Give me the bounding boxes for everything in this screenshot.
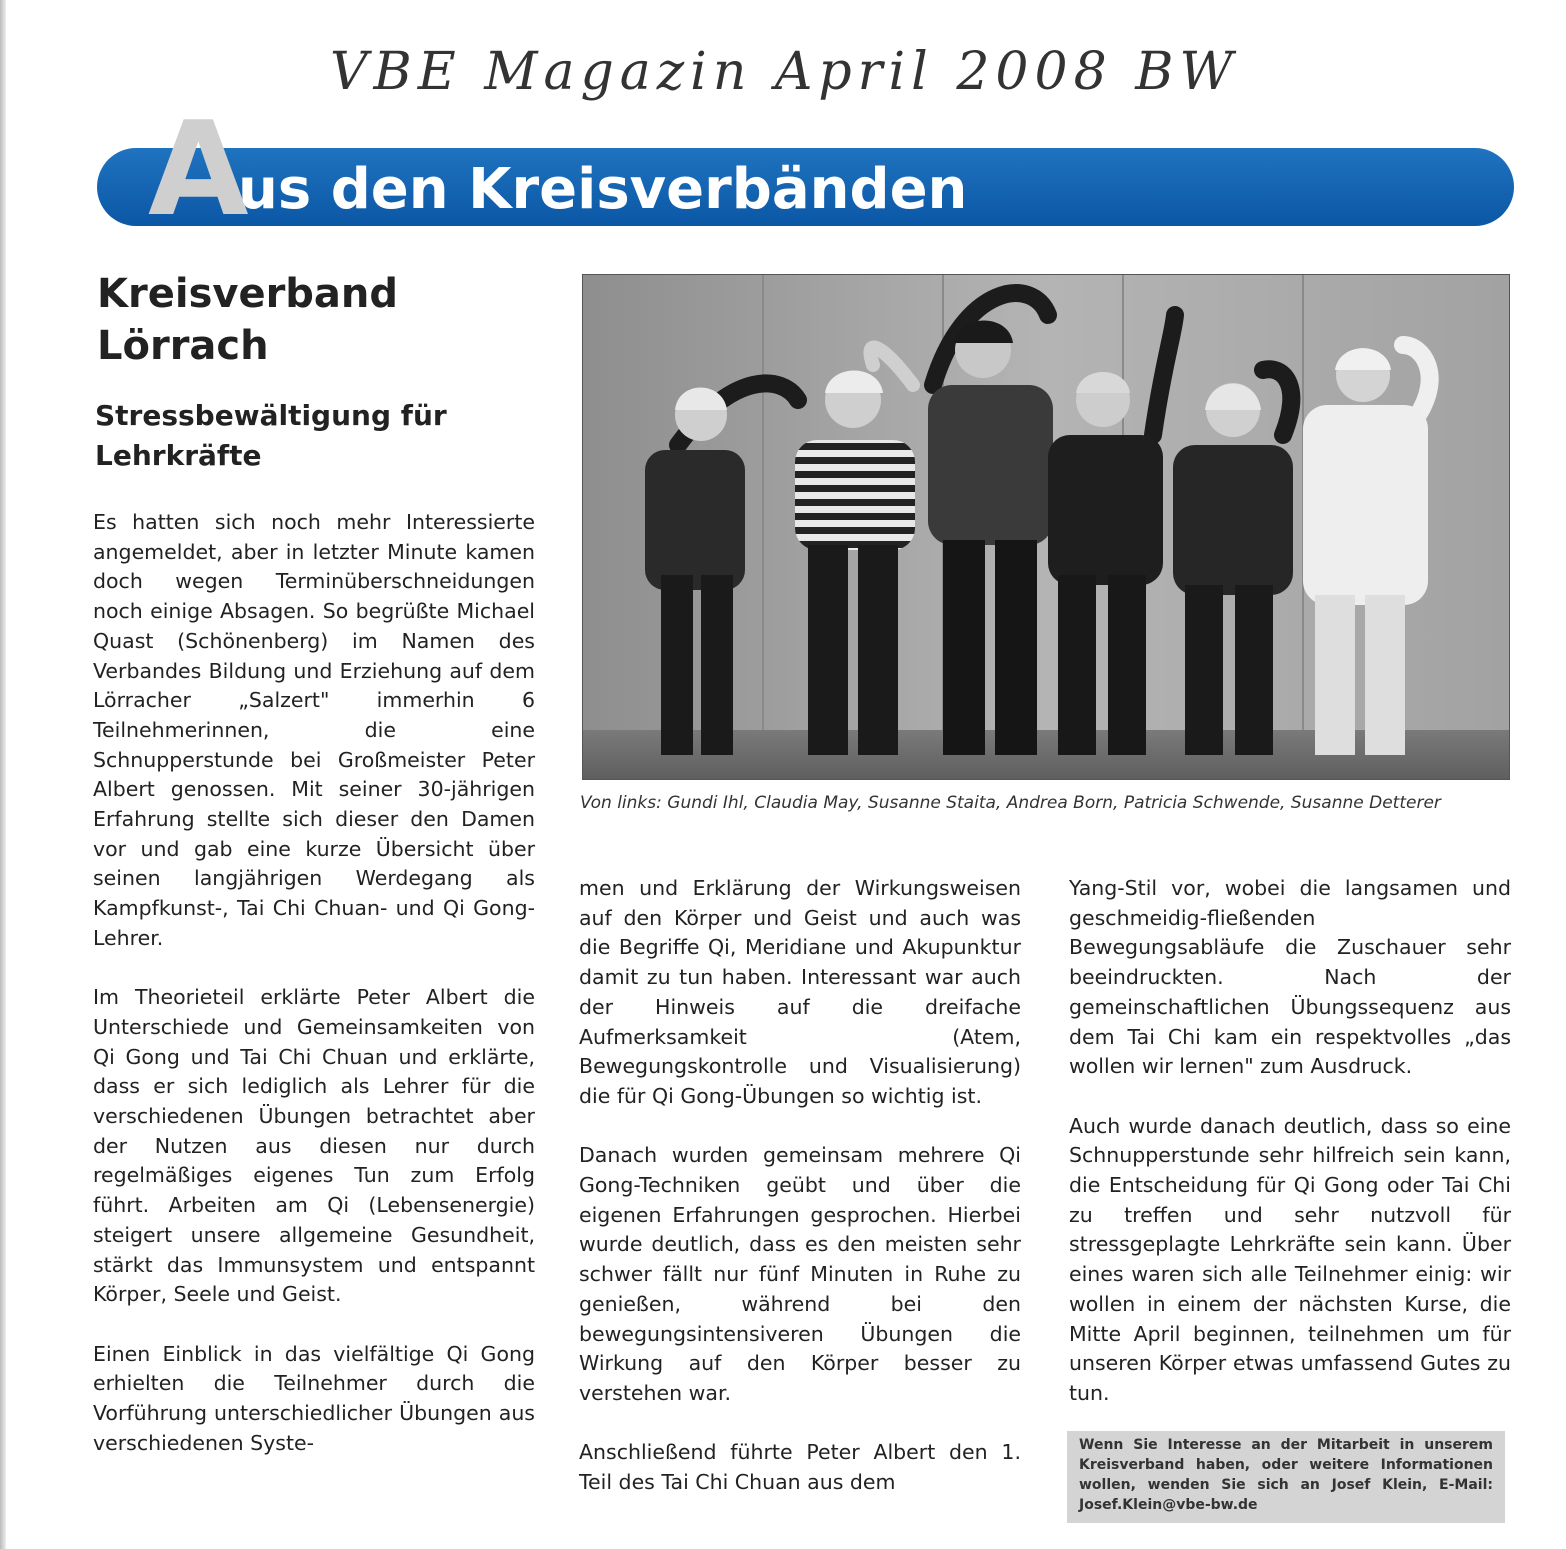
handwritten-note: VBE Magazin April 2008 BW <box>330 42 1239 102</box>
paragraph: Danach wurden gemeinsam mehrere Qi Gong-Techniken geübt und über die eigenen Erfahrungen gesprochen. Hierbei wurde deutlich, dass es den meisten sehr schwer fällt nur fünf Minuten in Ruhe zu genießen, während bei den bewegungsintensiveren Übungen die Wirkung auf den Körper besser zu verstehen war. <box>579 1143 1021 1405</box>
group-photo <box>582 274 1510 780</box>
article-headline <box>97 268 517 372</box>
paragraph: Yang-Stil vor, wobei die langsamen und geschmeidig-fließenden Bewegungsabläufe die Zuschauer sehr beeindruckten. Nach der gemeinschaftlichen Übungssequenz aus dem Tai Chi kam ein respektvolles „das wollen wir lernen" zum Ausdruck. <box>1069 876 1511 1079</box>
text-column-3 <box>1069 874 1511 1409</box>
group-photo-illustration <box>583 275 1510 780</box>
article-subhead <box>95 396 525 476</box>
paragraph: Anschließend führte Peter Albert den 1. Teil des Tai Chi Chuan aus dem <box>579 1440 1021 1495</box>
headline-line-1: Kreisverband <box>97 271 399 317</box>
subhead-line-2: Lehrkräfte <box>95 439 262 472</box>
section-initial: A <box>148 93 249 245</box>
headline-line-2: Lörrach <box>97 323 269 369</box>
paragraph: men und Erklärung der Wirkungsweisen auf den Körper und Geist und auch was die Begriffe Qi, Meridiane und Akupunktur damit zu tun haben. Interessant war auch der Hinweis auf die dreifache Aufmerksamkeit (Atem, Bewegungskontrolle und Visualisierung) die für Qi Gong-Übungen so wichtig ist. <box>579 876 1021 1108</box>
text-column-2 <box>579 874 1021 1498</box>
section-title: us den Kreisverbänden <box>238 157 968 222</box>
text-column-1 <box>93 508 535 1458</box>
page-edge <box>0 0 6 1549</box>
contact-infobox: Wenn Sie Interesse an der Mitarbeit in unserem Kreisverband haben, oder weitere Informationen wollen, wenden Sie sich an Josef Klein, E-Mail: Josef.Klein@vbe-bw.de <box>1067 1431 1505 1523</box>
photo-caption: Von links: Gundi Ihl, Claudia May, Susanne Staita, Andrea Born, Patricia Schwende, Susanne Detterer <box>580 793 1441 813</box>
paragraph: Es hatten sich noch mehr Interessierte angemeldet, aber in letzter Minute kamen doch wegen Terminüberschneidungen noch einige Absagen. So begrüßte Michael Quast (Schönenberg) im Namen des Verbandes Bildung und Erziehung auf dem Lörracher „Salzert" immerhin 6 Teilnehmerinnen, die eine Schnupperstunde bei Großmeister Peter Albert genossen. Mit seiner 30-jährigen Erfahrung stellte sich dieser den Damen vor und gab eine kurze Übersicht über seinen langjährigen Werdegang als Kampfkunst-, Tai Chi Chuan- und Qi Gong-Lehrer. <box>93 510 535 950</box>
paragraph: Einen Einblick in das vielfältige Qi Gong erhielten die Teilnehmer durch die Vorführung unterschiedlicher Übungen aus verschiedenen Syste- <box>93 1341 535 1455</box>
subhead-line-1: Stressbewältigung für <box>95 399 447 432</box>
paragraph: Auch wurde danach deutlich, dass so eine Schnupperstunde sehr hilfreich sein kann, die Entscheidung für Qi Gong oder Tai Chi zu treffen und sehr nutzvoll für stressgeplagte Lehrkräfte sein kann. Über eines waren sich alle Teilnehmer einig: wir wollen in einem der nächsten Kurse, die Mitte April beginnen, teilnehmen um für unseren Körper etwas umfassend Gutes zu tun. <box>1069 1113 1511 1405</box>
paragraph: Im Theorieteil erklärte Peter Albert die Unterschiede und Gemeinsamkeiten von Qi Gong und Tai Chi Chuan und erklärte, dass er sich lediglich als Lehrer für die verschiedenen Übungen betrachtet aber der Nutzen aus diesen nur durch regelmäßiges eigenes Tun zum Erfolg führt. Arbeiten am Qi (Lebensenergie) steigert unsere allgemeine Gesundheit, stärkt das Immunsystem und entspannt Körper, Seele und Geist. <box>93 985 535 1307</box>
